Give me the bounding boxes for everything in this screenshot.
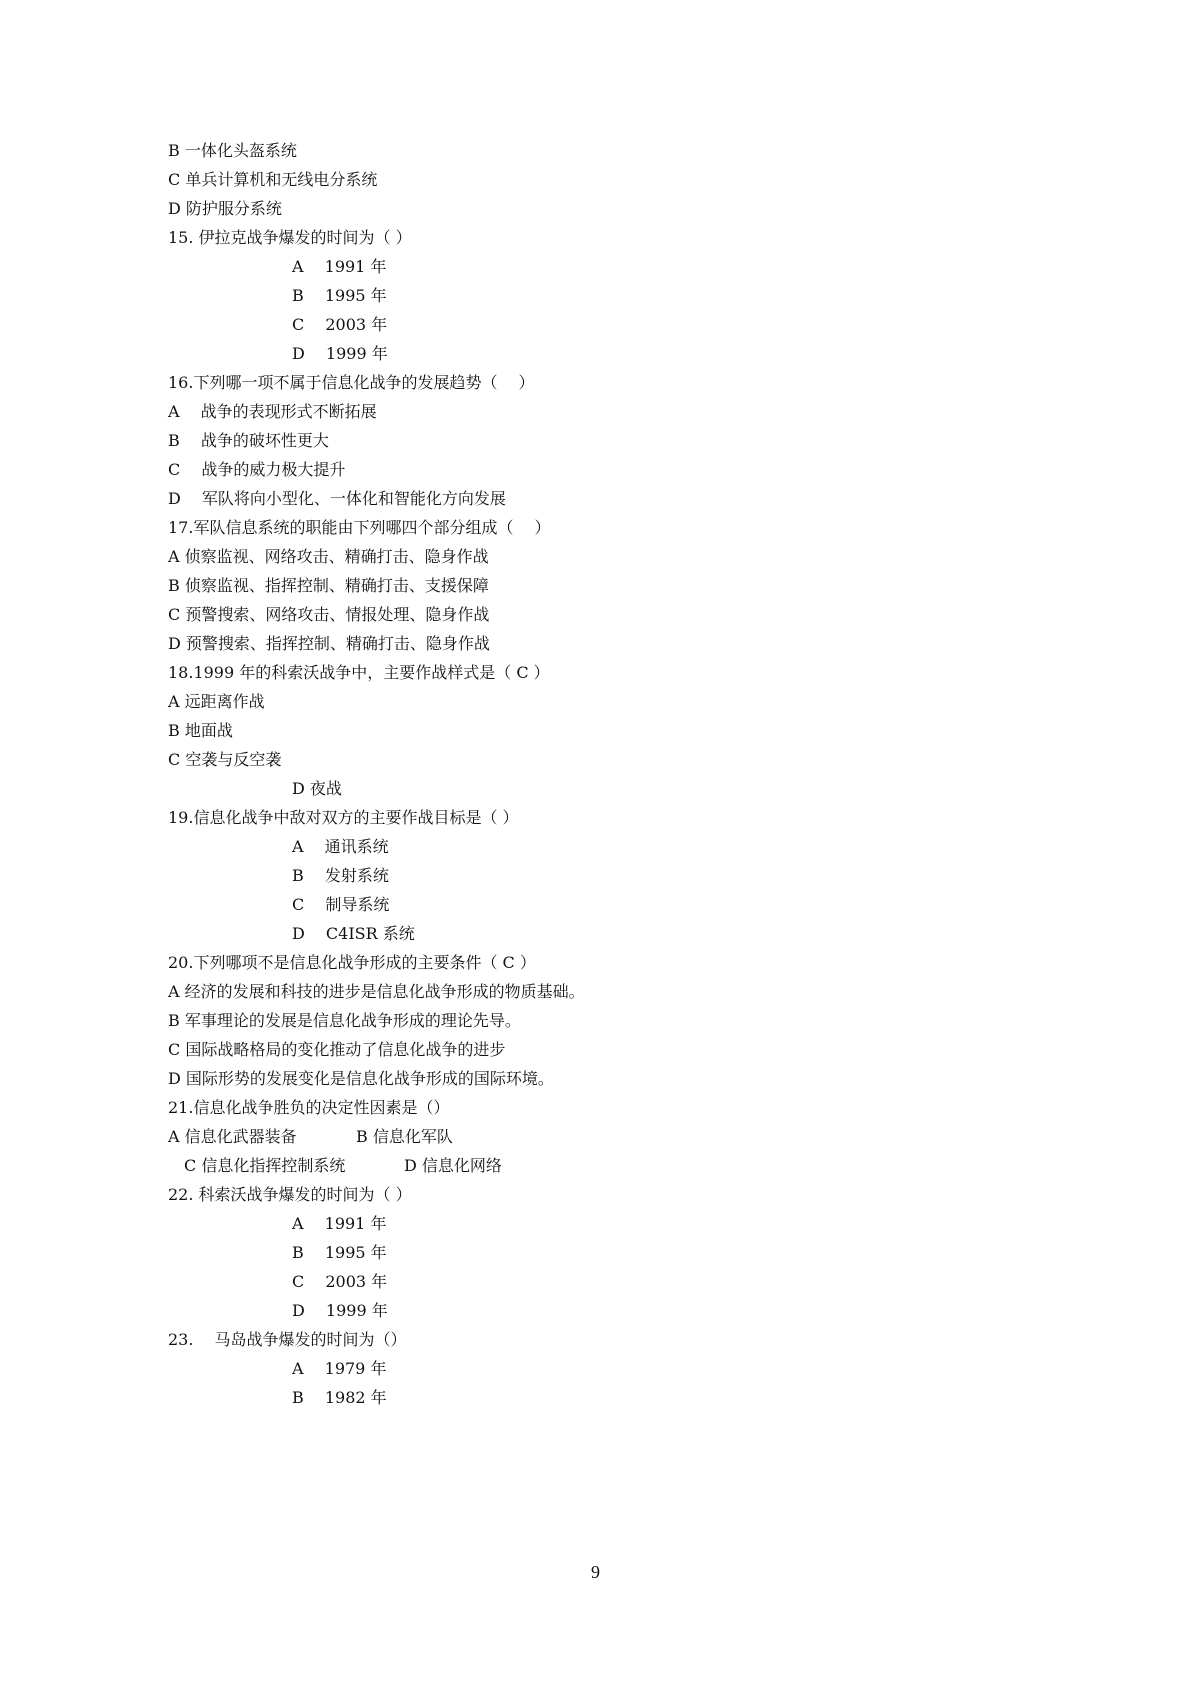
option-line: C 战争的威力极大提升	[168, 460, 346, 479]
option-line: B 1995 年	[292, 286, 387, 305]
option-line: C 预警搜索、网络攻击、情报处理、隐身作战	[168, 605, 490, 624]
page-number: 9	[591, 1562, 600, 1582]
option-line: D C4ISR 系统	[292, 924, 415, 943]
option-line: D 1999 年	[292, 344, 388, 363]
option-line: A 1979 年	[292, 1359, 387, 1378]
option-line: A 1991 年	[292, 257, 387, 276]
option-line: D 夜战	[292, 779, 342, 798]
text-line: B 一体化头盔系统	[168, 141, 297, 160]
question-17: 17.军队信息系统的职能由下列哪四个部分组成（ ）	[168, 518, 551, 537]
option-line: A 通讯系统	[292, 837, 389, 856]
question-19: 19.信息化战争中敌对双方的主要作战目标是（ ）	[168, 808, 519, 827]
question-18: 18.1999 年的科索沃战争中，主要作战样式是（ C ）	[168, 663, 550, 682]
option-line: C 2003 年	[292, 1272, 388, 1291]
text-line: C 单兵计算机和无线电分系统	[168, 170, 378, 189]
option-line: C 2003 年	[292, 315, 388, 334]
option-line: D 国际形势的发展变化是信息化战争形成的国际环境。	[168, 1069, 554, 1088]
option-line: D 1999 年	[292, 1301, 388, 1320]
option-line: D 预警搜索、指挥控制、精确打击、隐身作战	[168, 634, 490, 653]
option-line: B 侦察监视、指挥控制、精确打击、支援保障	[168, 576, 489, 595]
question-20: 20.下列哪项不是信息化战争形成的主要条件（ C ）	[168, 953, 536, 972]
option-line: A 经济的发展和科技的进步是信息化战争形成的物质基础。	[168, 982, 585, 1001]
option-line: C 信息化指挥控制系统	[184, 1156, 346, 1175]
question-16: 16.下列哪一项不属于信息化战争的发展趋势（ ）	[168, 373, 535, 392]
option-line: D 军队将向小型化、一体化和智能化方向发展	[168, 489, 506, 508]
question-15: 15. 伊拉克战争爆发的时间为（ ）	[168, 228, 412, 247]
option-line: A 侦察监视、网络攻击、精确打击、隐身作战	[168, 547, 489, 566]
option-line: B 发射系统	[292, 866, 389, 885]
option-line: B 地面战	[168, 721, 233, 740]
option-line: A 1991 年	[292, 1214, 387, 1233]
option-line: B 战争的破坏性更大	[168, 431, 329, 450]
question-21: 21.信息化战争胜负的决定性因素是（）	[168, 1098, 450, 1117]
option-line: B 信息化军队	[356, 1127, 453, 1146]
option-line: B 军事理论的发展是信息化战争形成的理论先导。	[168, 1011, 521, 1030]
option-line: B 1982 年	[292, 1388, 387, 1407]
option-line: B 1995 年	[292, 1243, 387, 1262]
option-line: A 远距离作战	[168, 692, 265, 711]
option-line: A 战争的表现形式不断拓展	[168, 402, 377, 421]
option-line: C 国际战略格局的变化推动了信息化战争的进步	[168, 1040, 506, 1059]
text-line: D 防护服分系统	[168, 199, 282, 218]
option-line: D 信息化网络	[404, 1156, 502, 1175]
question-23: 23. 马岛战争爆发的时间为（）	[168, 1330, 407, 1349]
option-line: A 信息化武器装备	[168, 1127, 297, 1146]
option-line: C 制导系统	[292, 895, 390, 914]
question-22: 22. 科索沃战争爆发的时间为（ ）	[168, 1185, 412, 1204]
option-line: C 空袭与反空袭	[168, 750, 282, 769]
